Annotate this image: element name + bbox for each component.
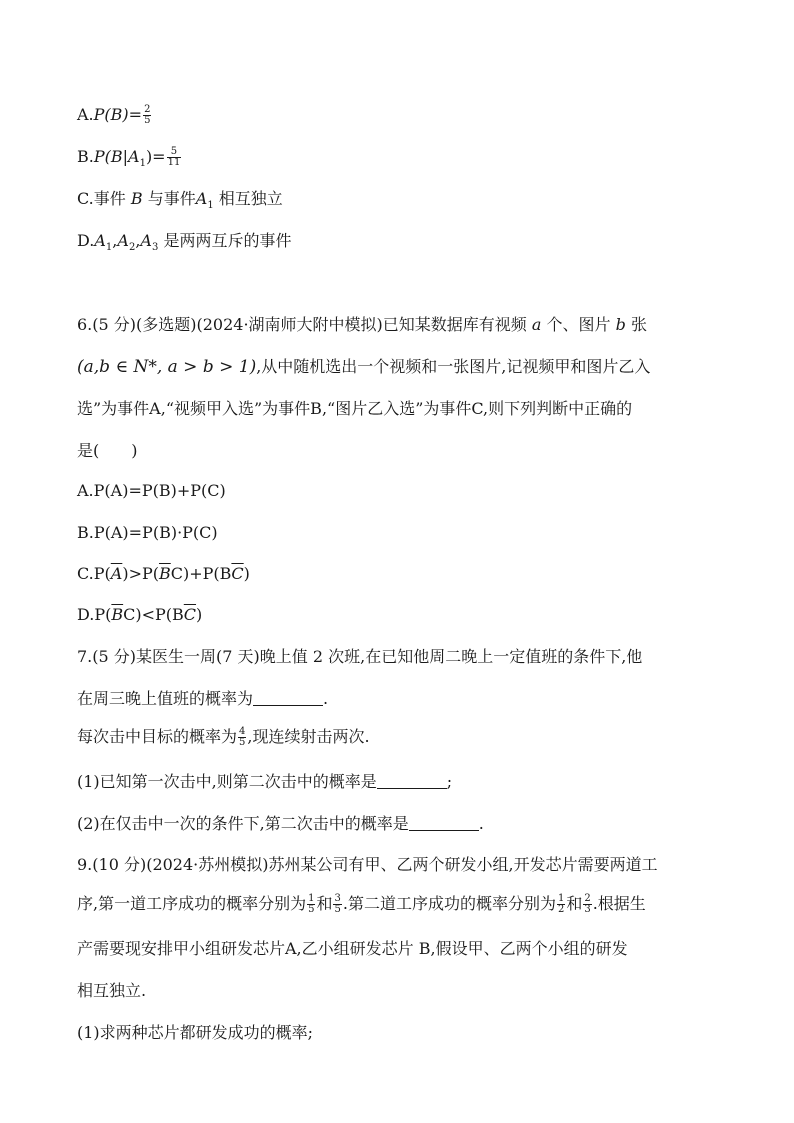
q8-part2: (2)在仅击中一次的条件下,第二次击中的概率是 . bbox=[77, 814, 484, 833]
q9-stem-line4: 相互独立. bbox=[77, 981, 147, 1000]
fraction: $\frac{2}{5}$ bbox=[144, 104, 151, 126]
fraction: $\frac{1}{5}$ bbox=[308, 893, 315, 915]
answer-blank[interactable] bbox=[409, 814, 479, 831]
q6-option-d: $D.P(\overline{B}C)<P(B\overline{C})$ bbox=[77, 605, 203, 624]
q5-option-c: C.事件 B 与事件$A_1$ 相互独立 bbox=[77, 189, 283, 212]
q6-stem-line1: 6.(5 分)(多选题)(2024·湖南师大附中模拟)已知某数据库有视频 a 个、图片 b 张 bbox=[77, 315, 647, 334]
fraction: $\frac{5}{11}$ bbox=[167, 146, 181, 168]
q6-stem-line2: (a,b ∈ N*, a > b > 1),从中随机选出一个视频和一张图片,记视频甲和图片乙入 bbox=[77, 357, 651, 377]
q9-stem-line1: 9.(10 分)(2024·苏州模拟)苏州某公司有甲、乙两个研发小组,开发芯片需要两道工 bbox=[77, 855, 658, 874]
q5-option-a: A.P(B)= $\frac{2}{5}$ bbox=[77, 104, 151, 126]
fraction: $\frac{1}{2}$ bbox=[557, 893, 565, 915]
q6-stem-line4: 是( ) bbox=[77, 441, 138, 460]
fraction: $\frac{3}{5}$ bbox=[334, 893, 341, 915]
q8-intro: 每次击中目标的概率为 $\frac{4}{5}$ ,现连续射击两次. bbox=[77, 726, 370, 748]
q7-stem-line1: 7.(5 分)某医生一周(7 天)晚上值 2 次班,在已知他周二晚上一定值班的条件下,他 bbox=[77, 647, 643, 666]
q7-stem-line2: 在周三晚上值班的概率为 . bbox=[77, 689, 329, 708]
q6-option-a: A.P(A)=P(B)+P(C) bbox=[77, 481, 226, 500]
q9-stem-line3: 产需要现安排甲小组研发芯片A,乙小组研发芯片 B,假设甲、乙两个小组的研发 bbox=[77, 939, 628, 958]
fraction: $\frac{4}{5}$ bbox=[239, 726, 246, 748]
q5-option-b: $B.P(B|A_1)=$ $\frac{5}{11}$ bbox=[77, 146, 181, 170]
fraction: $\frac{2}{3}$ bbox=[584, 893, 591, 915]
q9-stem-line2: 序,第一道工序成功的概率分别为 $\frac{1}{5}$ 和 $\frac{3}{5}$ .第二道工序成功的概率分别为 $\frac{1}{2}$ 和 $\frac{2}{3}$ .根据生 bbox=[77, 893, 646, 915]
answer-blank[interactable] bbox=[377, 772, 447, 789]
q6-option-c: $C.P(\overline{A})>P(\overline{B}C)+P(B\overline{C})$ bbox=[77, 564, 250, 583]
q9-part1: (1)求两种芯片都研发成功的概率; bbox=[77, 1023, 314, 1042]
q6-stem-line3: 选”为事件A,“视频甲入选”为事件B,“图片乙入选”为事件C,则下列判断中正确的 bbox=[77, 399, 633, 418]
q6-option-b: B.P(A)=P(B)·P(C) bbox=[77, 523, 218, 542]
q5-option-d: $D.A_1,A_2,A_3$ 是两两互斥的事件 bbox=[77, 231, 292, 254]
answer-blank[interactable] bbox=[253, 689, 323, 706]
q8-part1: (1)已知第一次击中,则第二次击中的概率是 ; bbox=[77, 772, 453, 791]
